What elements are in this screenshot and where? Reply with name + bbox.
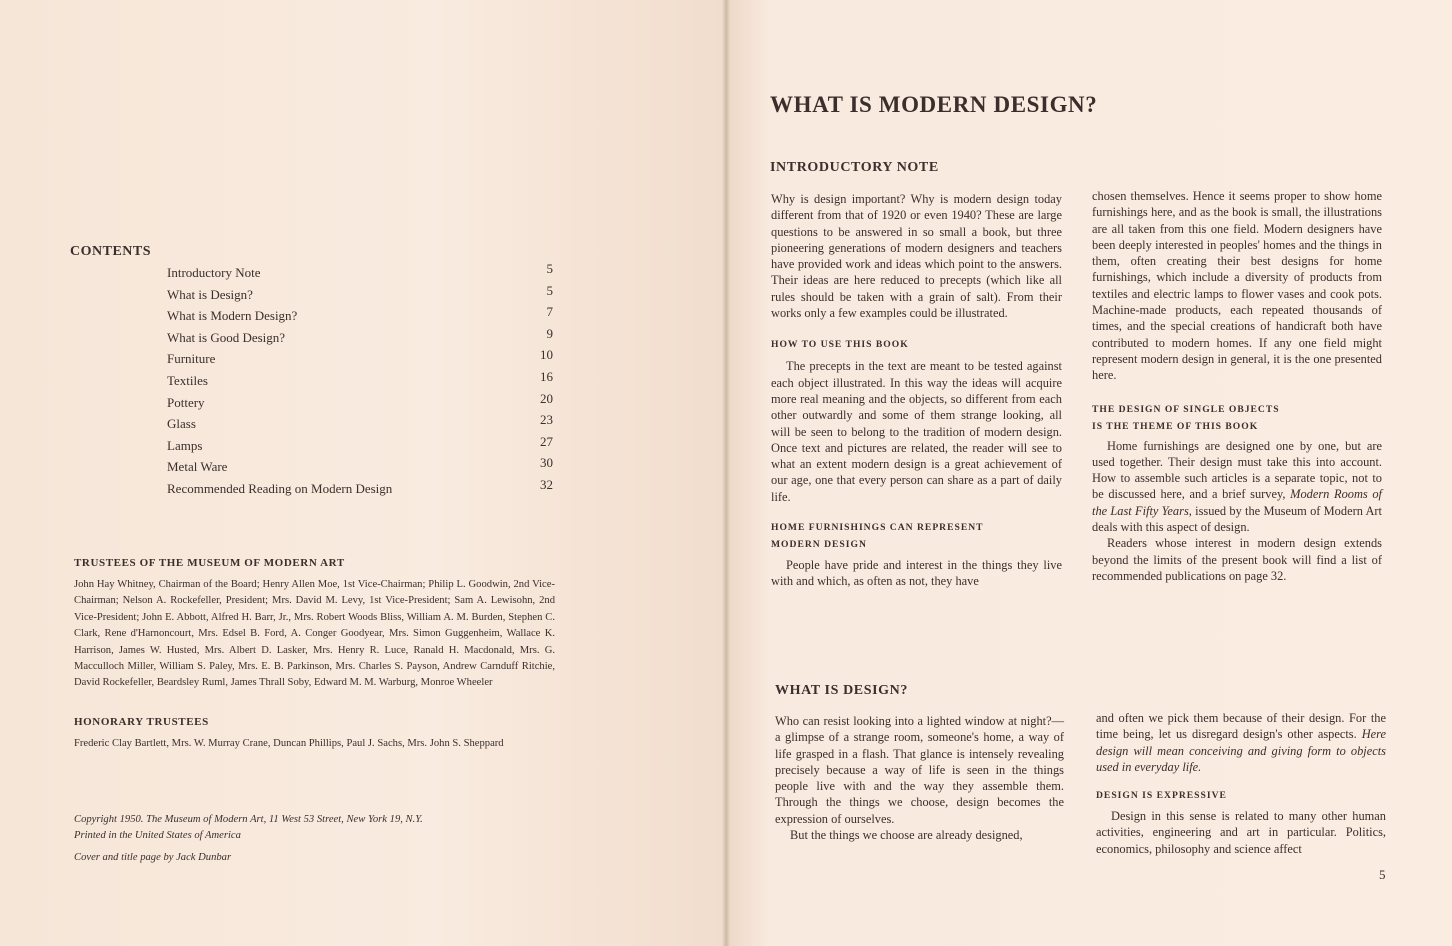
toc-title: What is Design? <box>167 286 253 302</box>
toc-entry[interactable] <box>167 456 555 478</box>
toc-page: 5 <box>546 282 553 298</box>
what-is-design-heading: WHAT IS DESIGN? <box>775 683 908 698</box>
toc-page: 10 <box>540 347 553 363</box>
toc-title: Pottery <box>167 394 205 410</box>
toc-entry[interactable] <box>167 284 555 306</box>
readers-paragraph: Readers whose interest in modern design extends beyond the limits of the present book will find a list of recommended publications on page 32. <box>1092 536 1382 583</box>
column-1-bottom <box>775 713 1064 843</box>
intro-paragraph: Why is design important? Why is modern design today different from that of 1920 or even 1940? These are large questions to be answered in so small a book, but three pioneering generations of modern designers and teachers have provided work and ideas which point to the answers. Their ideas are here reduced to precepts (which like all rules should be taken with a grain of salt). From their works only a few examples could be illustrated. <box>771 192 1062 321</box>
single-objects-text-b: issued by the Museum of Modern Art deals with this aspect of design. <box>1092 503 1382 535</box>
toc-page: 27 <box>540 433 553 449</box>
single-objects-paragraph <box>1092 438 1382 536</box>
design-definition: Here design will mean conceiving and giving form to objects used in everyday life. <box>1096 727 1386 774</box>
single-objects-heading-line1: THE DESIGN OF SINGLE OBJECTS <box>1092 403 1280 415</box>
toc-title: What is Good Design? <box>167 329 286 345</box>
cover-credit: Cover and title page by Jack Dunbar <box>74 852 232 863</box>
toc-page: 16 <box>540 368 553 384</box>
design-is-expressive-paragraph: Design in this sense is related to many other human activities, engineering and art in particular. Politics, economics, philosophy and science affect <box>1096 809 1386 856</box>
toc-entry[interactable] <box>167 348 555 370</box>
toc-page: 9 <box>546 325 553 341</box>
toc-title: Metal Ware <box>167 459 228 475</box>
home-furnishings-heading-line2: MODERN DESIGN <box>771 539 867 551</box>
toc-entry[interactable] <box>167 392 555 414</box>
design-paragraph-2: But the things we choose are already designed, <box>790 828 1023 843</box>
toc-title: Lamps <box>167 437 203 453</box>
single-objects-heading-line2: IS THE THEME OF THIS BOOK <box>1092 420 1259 432</box>
toc-entry[interactable] <box>167 435 555 457</box>
toc-title: Recommended Reading on Modern Design <box>167 480 393 496</box>
toc-entry[interactable] <box>167 305 555 327</box>
printed-in-notice: Printed in the United States of America <box>74 830 241 841</box>
introductory-note-heading: INTRODUCTORY NOTE <box>770 160 939 175</box>
toc-entry[interactable] <box>167 413 555 435</box>
contents-heading: CONTENTS <box>70 244 152 259</box>
home-furnishings-paragraph: People have pride and interest in the things they live with and which, as often as not, they have <box>771 558 1062 589</box>
column-2-bottom <box>1096 710 1386 857</box>
toc-title: Textiles <box>167 372 208 388</box>
toc-page: 23 <box>540 412 553 428</box>
toc-title: What is Modern Design? <box>167 308 298 324</box>
design-is-expressive-heading: DESIGN IS EXPRESSIVE <box>1096 790 1227 802</box>
column-2-top <box>1092 188 1382 584</box>
toc-entry[interactable] <box>167 327 555 349</box>
honorary-trustees-heading: HONORARY TRUSTEES <box>74 716 209 728</box>
toc-page: 5 <box>546 261 553 276</box>
how-to-use-paragraph: The precepts in the text are meant to be tested against each object illustrated. In this way the ideas will acquire more real meaning and the objects, so different from each other outwardly and some of them strange looking, all will be seen to belong to the tradition of modern design. Once text and pictures are related, the reader will see to what an extent modern design is a great achievement of our age, one that every person can share as a part of daily life. <box>771 359 1062 504</box>
single-objects-text-a: Home furnishings are designed one by one, but are used together. Their design must take this into account. How to assemble such articles is a separate topic, not to be discussed here, and a brief survey, <box>1092 438 1382 502</box>
toc-page: 20 <box>540 390 553 406</box>
table-of-contents <box>167 262 555 500</box>
page-number: 5 <box>1379 867 1386 882</box>
toc-title: Furniture <box>167 351 216 367</box>
toc-title: Glass <box>167 416 196 432</box>
design-column-2-paragraph <box>1096 710 1386 775</box>
book-gutter <box>722 0 730 946</box>
trustees-heading: TRUSTEES OF THE MUSEUM OF MODERN ART <box>74 557 345 569</box>
column-1-top <box>771 191 1062 590</box>
toc-entry[interactable] <box>167 370 555 392</box>
design-paragraph-1: Who can resist looking into a lighted window at night?—a glimpse of a strange room, someone's home, a way of life grasped in a flash. That glance is intensely revealing precisely because a way of life is seen in the things people live with and the way they assemble them. Through the things we choose, design becomes the expression of ourselves. <box>775 714 1064 826</box>
page-title: WHAT IS MODERN DESIGN? <box>770 92 1098 117</box>
column-2-paragraph: chosen themselves. Hence it seems proper to show home furnishings here, and as the book is small, the illustrations are all taken from this one field. Modern designers have been deeply interested in peoples' homes and the things in them, often creating their best designs for home furnishings, which include a diversity of products from textiles and electric lamps to flower vases and cook pots. Machine-made products, each repeated thousands of times, and the special creations of handicraft both have contributed to modern homes. If any one field might represent modern design in general, it is the one presented here. <box>1092 189 1382 383</box>
trustees-list: John Hay Whitney, Chairman of the Board; Henry Allen Moe, 1st Vice-Chairman; Philip L. Goodwin, 2nd Vice-Chairman; Nelson A. Rockefeller, President; Mrs. David M. Levy, 1st Vice-President; Sam A. Lewisohn, 2nd Vice-President; John E. Abbott, Alfred H. Barr, Jr., Mrs. Robert Woods Bliss, William A. M. Burden, Stephen C. Clark, Rene d'Harnoncourt, Mrs. Edsel B. Ford, A. Conger Goodyear, Mrs. Simon Guggenheim, Wallace K. Harrison, James W. Husted, Mrs. Albert D. Lasker, Mrs. Henry R. Luce, Ranald H. Macdonald, Mrs. G. Macculloch Miller, William S. Paley, Mrs. E. B. Parkinson, Mrs. Charles S. Payson, Andrew Carnduff Ritchie, David Rockefeller, Beardsley Ruml, James Thrall Soby, Edward M. M. Warburg, Monroe Wheeler <box>74 579 555 689</box>
home-furnishings-heading-line1: HOME FURNISHINGS CAN REPRESENT <box>771 522 984 534</box>
toc-page: 7 <box>546 304 553 320</box>
toc-entry[interactable] <box>167 478 555 500</box>
design-column-2-text: and often we pick them because of their design. For the time being, let us disregard design's other aspects. <box>1096 711 1386 742</box>
copyright-notice: Copyright 1950. The Museum of Modern Art, 11 West 53 Street, New York 19, N.Y. <box>74 814 423 825</box>
toc-entry[interactable] <box>167 262 555 284</box>
toc-page: 32 <box>540 476 553 492</box>
toc-page: 30 <box>540 455 553 471</box>
modern-rooms-title: Modern Rooms of the Last Fifty Years, <box>1092 487 1382 518</box>
honorary-trustees-list: Frederic Clay Bartlett, Mrs. W. Murray Crane, Duncan Phillips, Paul J. Sachs, Mrs. John S. Sheppard <box>74 738 504 749</box>
how-to-use-heading: HOW TO USE THIS BOOK <box>771 339 909 351</box>
toc-title: Introductory Note <box>167 265 261 280</box>
